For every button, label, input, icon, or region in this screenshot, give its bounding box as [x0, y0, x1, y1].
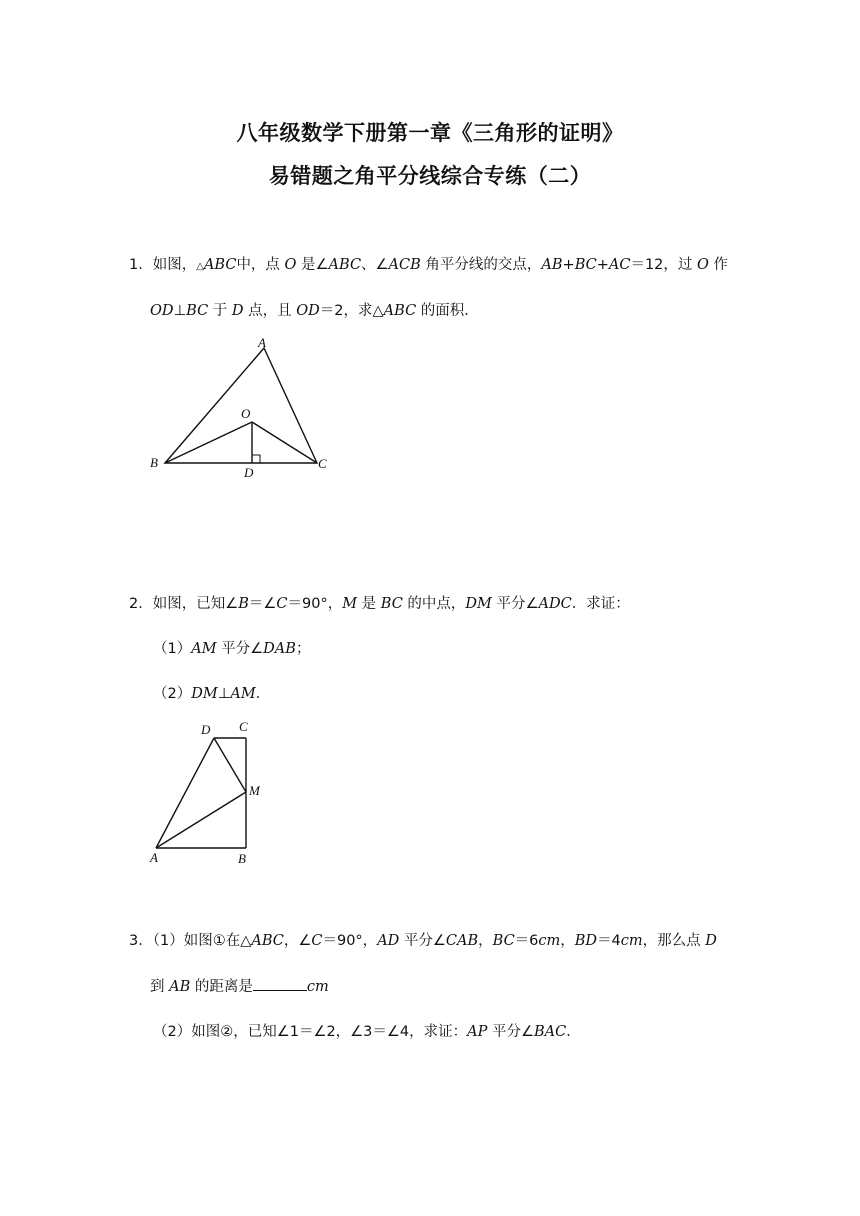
- math-var: AB: [541, 257, 563, 273]
- q3-text: ，∠: [283, 933, 312, 949]
- math-var: DM: [465, 596, 492, 612]
- q2-text: ；: [295, 641, 311, 657]
- q3-line3: [153, 1020, 581, 1041]
- math-var: BC: [380, 596, 403, 612]
- math-var: AB: [169, 979, 191, 995]
- label-b: B: [238, 851, 246, 866]
- label-a: A: [258, 335, 266, 350]
- q2-text: ＝∠: [248, 596, 277, 612]
- segment-ad: [156, 738, 214, 848]
- q1-text: 于: [208, 303, 232, 319]
- q1-line2: [150, 299, 479, 320]
- q2-sub2: [153, 682, 270, 703]
- q2-text: ．求证：: [571, 596, 630, 612]
- math-var: M: [342, 596, 358, 612]
- q3-text: （2）如图②，已知∠1＝∠2，∠3＝∠4，求证：: [153, 1024, 468, 1040]
- math-var: D: [231, 303, 244, 319]
- q2-text: ＝90°，: [287, 596, 343, 612]
- label-b: B: [150, 455, 158, 470]
- q1-text: +: [596, 257, 609, 273]
- math-var: cm: [306, 979, 329, 995]
- math-var: O: [284, 257, 297, 273]
- math-var: ABC: [383, 303, 417, 319]
- q3-line1: [129, 929, 717, 950]
- segment-bo: [165, 422, 252, 463]
- q2-text: ．: [255, 686, 271, 702]
- math-var: ACB: [388, 257, 421, 273]
- triangle-symbol: △: [196, 261, 204, 272]
- page-title-line1: 八年级数学下册第一章《三角形的证明》: [236, 121, 624, 145]
- math-var: ABC: [251, 933, 284, 949]
- q2-figure: [140, 712, 280, 872]
- q1-text: ⊥: [173, 303, 187, 319]
- q2-number: 2．: [129, 596, 153, 612]
- math-var: AM: [230, 686, 256, 702]
- math-var: BC: [574, 257, 597, 273]
- label-c: C: [318, 456, 327, 471]
- math-var: cm: [538, 933, 561, 949]
- q3-text: ＝90°，: [322, 933, 378, 949]
- label-a: A: [150, 850, 158, 865]
- math-var: C: [311, 933, 323, 949]
- math-var: ADC: [538, 596, 572, 612]
- q2-text: （1）: [153, 641, 192, 657]
- q1-text: ＝2，求△: [319, 303, 384, 319]
- math-var: ABC: [328, 257, 362, 273]
- math-var: BC: [186, 303, 209, 319]
- q1-text: 点，且: [243, 303, 297, 319]
- q3-text: ．: [566, 1024, 581, 1040]
- q3-text: ＝4: [597, 933, 621, 949]
- q3-number: 3．: [129, 933, 153, 949]
- q3-text: 平分∠: [487, 1024, 534, 1040]
- q2-text: 平分∠: [491, 596, 539, 612]
- q1-number: 1．: [129, 257, 153, 273]
- q2-text: ⊥: [217, 686, 231, 702]
- math-var: DM: [191, 686, 218, 702]
- math-var: B: [238, 596, 249, 612]
- label-d: D: [244, 465, 254, 480]
- math-var: OD: [296, 303, 320, 319]
- math-var: AM: [191, 641, 217, 657]
- math-var: BAC: [533, 1024, 567, 1040]
- q2-text: 平分∠: [216, 641, 264, 657]
- q3-text: 平分∠: [399, 933, 446, 949]
- q3-line2: [150, 975, 329, 996]
- q3-text: ，: [560, 933, 575, 949]
- q3-text: 到: [150, 979, 170, 995]
- q1-text: 中，点: [236, 257, 285, 273]
- math-var: AP: [467, 1024, 488, 1040]
- q2-text: 的中点，: [402, 596, 466, 612]
- q3-text: 的距离是: [190, 979, 253, 995]
- q1-figure: [140, 330, 350, 490]
- q1-text: 作: [708, 257, 729, 273]
- label-m: M: [249, 783, 260, 798]
- math-var: AD: [377, 933, 400, 949]
- math-var: cm: [620, 933, 643, 949]
- q3-text: ，那么点: [642, 933, 706, 949]
- math-var: C: [276, 596, 288, 612]
- q1-line1: [129, 253, 728, 274]
- math-var: CAB: [445, 933, 479, 949]
- math-var: O: [697, 257, 709, 273]
- segment-dm: [214, 738, 246, 792]
- segment-am: [156, 792, 246, 848]
- q2-text: （2）: [153, 686, 192, 702]
- q2-text: 是: [357, 596, 381, 612]
- label-o: O: [241, 406, 251, 421]
- q3-text: ＝6: [514, 933, 539, 949]
- label-d: D: [201, 722, 211, 737]
- math-var: D: [705, 933, 717, 949]
- q1-text: 、∠: [361, 257, 389, 273]
- q2-line1: [129, 592, 630, 613]
- q1-text: ＝12，过: [630, 257, 698, 273]
- math-var: BC: [492, 933, 515, 949]
- math-var: ABC: [203, 257, 237, 273]
- math-var: AC: [608, 257, 631, 273]
- page-title-line2: 易错题之角平分线综合专练（二）: [268, 164, 592, 188]
- q3-text: （1）如图①在△: [152, 933, 252, 949]
- q3-text: ，: [478, 933, 493, 949]
- q1-text: 角平分线的交点，: [420, 257, 542, 273]
- answer-blank[interactable]: [253, 978, 307, 991]
- q1-text: 是∠: [296, 257, 329, 273]
- math-var: BD: [574, 933, 598, 949]
- q1-text: +: [562, 257, 575, 273]
- q2-text: 如图，已知∠: [152, 596, 239, 612]
- math-var: DAB: [263, 641, 296, 657]
- label-c: C: [239, 719, 248, 734]
- q2-sub1: [153, 637, 310, 658]
- right-angle-mark: [252, 455, 260, 463]
- q1-text: 如图，: [152, 257, 197, 273]
- math-var: OD: [150, 303, 174, 319]
- q1-text: 的面积．: [416, 303, 479, 319]
